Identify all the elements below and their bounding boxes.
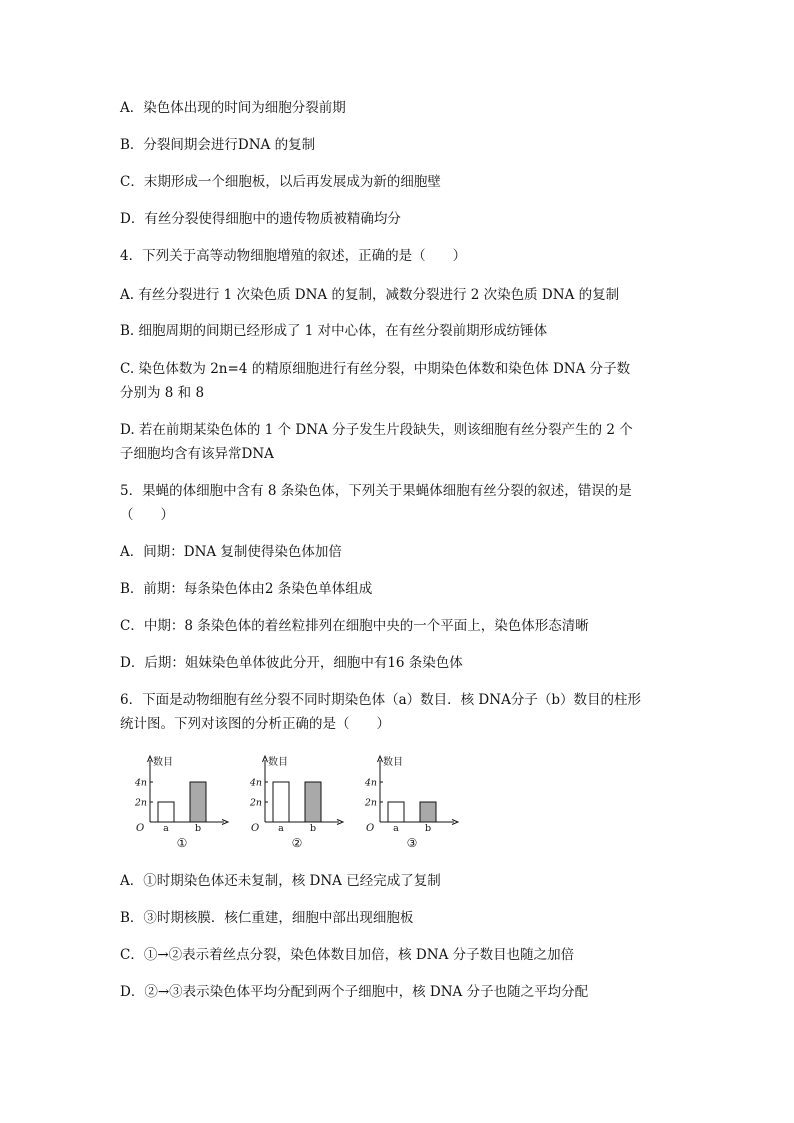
x-tick-label: b — [194, 823, 202, 834]
bar-b — [305, 782, 321, 822]
y-tick-label: 2n — [364, 797, 377, 809]
chart-panel-3 — [360, 752, 460, 852]
bar-b — [190, 782, 206, 822]
x-tick-label: b — [309, 823, 317, 834]
q4-option-d-line2: 子细胞均含有该异常DNA — [120, 446, 274, 462]
q4-option-a: A. 有丝分裂进行 1 次染色质 DNA 的复制，减数分裂进行 2 次染色质 DNA 的复制 — [120, 287, 620, 303]
panel-label: ① — [176, 836, 188, 850]
chart-panel-2 — [245, 752, 345, 852]
origin-label: O — [366, 823, 375, 834]
q5-option-d: D．后期：姐妹染色单体彼此分开，细胞中有16 条染色体 — [120, 655, 463, 671]
q6-option-b: B．③时期核膜．核仁重建，细胞中部出现细胞板 — [120, 910, 414, 926]
origin-label: O — [136, 823, 145, 834]
q5-option-c: C．中期：8 条染色体的着丝粒排列在细胞中央的一个平面上，染色体形态清晰 — [120, 618, 589, 634]
q6-stem-line1: 6．下面是动物细胞有丝分裂不同时期染色体（a）数目．核 DNA分子（b）数目的柱形 — [120, 692, 641, 708]
q5-stem-line2: （ ） — [120, 507, 174, 523]
x-tick-label: b — [424, 823, 432, 834]
chart-panel-1 — [130, 752, 230, 852]
q4-option-c-line2: 分别为 8 和 8 — [120, 385, 205, 401]
bar-chart-group — [130, 752, 470, 852]
q6-option-c: C．①→②表示着丝点分裂，染色体数目加倍，核 DNA 分子数目也随之加倍 — [120, 947, 575, 963]
x-tick-label: a — [393, 823, 399, 834]
q3-option-d: D．有丝分裂使得细胞中的遗传物质被精确均分 — [120, 211, 401, 227]
q6-stem-line2: 统计图。下列对该图的分析正确的是（ ） — [120, 716, 390, 732]
q4-option-d-line1: D. 若在前期某染色体的 1 个 DNA 分子发生片段缺失，则该细胞有丝分裂产生的 2 个 — [120, 422, 633, 438]
q4-stem: 4．下列关于高等动物细胞增殖的叙述，正确的是（ ） — [120, 248, 467, 264]
q4-option-b: B. 细胞周期的间期已经形成了 1 对中心体，在有丝分裂前期形成纺锤体 — [120, 323, 548, 339]
q3-option-b: B．分裂间期会进行DNA 的复制 — [120, 137, 316, 153]
x-tick-label: a — [278, 823, 284, 834]
q3-option-c: C．末期形成一个细胞板，以后再发展成为新的细胞壁 — [120, 174, 441, 190]
y-tick-label: 4n — [134, 777, 147, 789]
origin-label: O — [251, 823, 260, 834]
panel-label: ③ — [406, 836, 418, 850]
q6-option-d: D．②→③表示染色体平均分配到两个子细胞中，核 DNA 分子也随之平均分配 — [120, 984, 589, 1000]
panel-label: ② — [291, 836, 303, 850]
y-axis-label: 数目 — [383, 757, 403, 768]
bar-a — [158, 802, 174, 822]
q5-option-b: B．前期：每条染色体由2 条染色单体组成 — [120, 581, 373, 597]
y-tick-label: 4n — [249, 777, 262, 789]
q3-option-a: A．染色体出现的时间为细胞分裂前期 — [120, 100, 346, 116]
bar-b — [420, 802, 436, 822]
y-tick-label: 2n — [249, 797, 262, 809]
y-tick-label: 4n — [364, 777, 377, 789]
x-tick-label: a — [163, 823, 169, 834]
y-axis-label: 数目 — [153, 757, 173, 768]
bar-a — [273, 782, 289, 822]
q5-stem-line1: 5．果蝇的体细胞中含有 8 条染色体，下列关于果蝇体细胞有丝分裂的叙述，错误的是 — [120, 483, 632, 499]
bar-a — [388, 802, 404, 822]
q5-option-a: A．间期：DNA 复制使得染色体加倍 — [120, 544, 342, 560]
y-axis-label: 数目 — [268, 757, 288, 768]
q4-option-c-line1: C. 染色体数为 2n=4 的精原细胞进行有丝分裂，中期染色体数和染色体 DNA 分子数 — [120, 361, 631, 377]
q6-option-a: A．①时期染色体还未复制，核 DNA 已经完成了复制 — [120, 873, 441, 889]
y-tick-label: 2n — [134, 797, 147, 809]
